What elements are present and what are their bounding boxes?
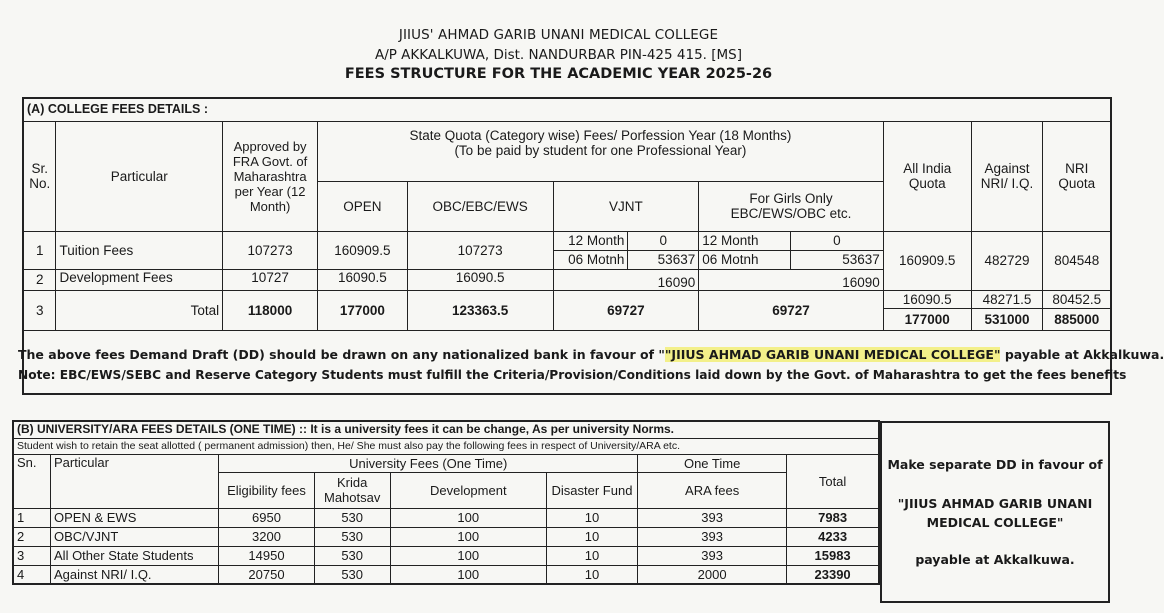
row3-open: 177000 xyxy=(318,290,408,330)
dd-favour-box xyxy=(880,421,1110,603)
row1-against-nri: 482729 xyxy=(971,231,1043,290)
state-quota-title: State Quota (Category wise) Fees/ Porfession Year (18 Months) xyxy=(409,127,792,143)
row1-open: 160909.5 xyxy=(318,231,408,269)
b-row2-sn: 2 xyxy=(13,527,51,546)
col-obc: OBC/EBC/EWS xyxy=(407,181,553,231)
row1-girls-b-label: 06 Motnh xyxy=(699,250,791,269)
sidebox-line4: payable at Akkalkuwa. xyxy=(915,552,1075,567)
col-against-nri: Against NRI/ I.Q. xyxy=(971,121,1043,231)
row2-vjnt: 16090 xyxy=(553,269,699,290)
col-open: OPEN xyxy=(318,181,408,231)
row1-approved: 107273 xyxy=(223,231,318,269)
row2-approved: 10727 xyxy=(223,269,318,290)
table-row xyxy=(13,546,879,565)
b-row4-total: 23390 xyxy=(787,565,879,584)
b-row2-krida: 530 xyxy=(314,527,390,546)
colb-one-time: One Time xyxy=(638,454,787,472)
criteria-note: Note: EBC/EWS/SEBC and Reserve Category Students must fulfill the Criteria/Provision/Conditions laid down by the Govt. of Maharashtra to get the fees benefits xyxy=(18,368,1127,382)
col-state-quota xyxy=(318,121,884,181)
b-row4-development: 100 xyxy=(390,565,546,584)
table-row xyxy=(13,565,879,584)
b-row3-sn: 3 xyxy=(13,546,51,565)
b-row3-development: 100 xyxy=(390,546,546,565)
colb-krida: Krida Mahotsav xyxy=(314,472,390,508)
b-row4-disaster: 10 xyxy=(546,565,637,584)
colb-eligibility: Eligibility fees xyxy=(219,472,314,508)
b-row1-sn: 1 xyxy=(13,508,51,527)
row3-obc: 123363.5 xyxy=(407,290,553,330)
row3-vjnt: 69727 xyxy=(553,290,699,330)
b-row3-ara: 393 xyxy=(638,546,787,565)
row1-vjnt-a-label: 12 Month xyxy=(553,231,628,250)
b-row4-sn: 4 xyxy=(13,565,51,584)
b-row1-total: 7983 xyxy=(787,508,879,527)
row2-open: 16090.5 xyxy=(318,269,408,290)
row1-all-india: 160909.5 xyxy=(883,231,971,290)
row1-vjnt-b-label: 06 Motnh xyxy=(553,250,628,269)
col-girls xyxy=(699,181,884,231)
row1-sr: 1 xyxy=(23,231,56,269)
sidebox-line3: MEDICAL COLLEGE" xyxy=(926,515,1064,530)
college-name: JIIUS' AHMAD GARIB UNANI MEDICAL COLLEGE xyxy=(398,27,719,43)
row1-girls-a-val: 0 xyxy=(791,231,884,250)
dd-note-pre: The above fees Demand Draft (DD) should be drawn on any nationalized bank in favour of " xyxy=(18,347,665,362)
girls-header-2: EBC/EWS/OBC etc. xyxy=(730,206,852,221)
b-row2-disaster: 10 xyxy=(546,527,637,546)
table-row xyxy=(13,508,879,527)
row1-particular: Tuition Fees xyxy=(56,231,223,269)
b-row1-particular: OPEN & EWS xyxy=(51,508,219,527)
b-row2-development: 100 xyxy=(390,527,546,546)
row3-approved: 118000 xyxy=(223,290,318,330)
b-row4-ara: 2000 xyxy=(638,565,787,584)
dd-note-post: payable at Akkalkuwa. xyxy=(1000,347,1164,362)
b-row2-total: 4233 xyxy=(787,527,879,546)
section-b-subtitle: Student wish to retain the seat allotted ( permanent admission) then, He/ She must also pay the following fees in respect of University/ARA etc. xyxy=(13,438,879,454)
row1-vjnt-b-val: 53637 xyxy=(628,250,699,269)
section-a-title: (A) COLLEGE FEES DETAILS : xyxy=(23,98,1111,121)
row1-girls-b-val: 53637 xyxy=(791,250,884,269)
table-row xyxy=(13,527,879,546)
b-row4-eligibility: 20750 xyxy=(219,565,314,584)
colb-sn: Sn. xyxy=(13,454,51,508)
row1-nri: 804548 xyxy=(1043,231,1111,290)
row2-all-india: 16090.5 xyxy=(883,290,971,308)
b-row1-krida: 530 xyxy=(314,508,390,527)
colb-development: Development xyxy=(390,472,546,508)
b-row3-total: 15983 xyxy=(787,546,879,565)
row1-obc: 107273 xyxy=(407,231,553,269)
sidebox-line2: "JIIUS AHMAD GARIB UNANI xyxy=(897,496,1093,511)
row3-particular: Total xyxy=(56,290,223,330)
b-row1-eligibility: 6950 xyxy=(219,508,314,527)
colb-univ: University Fees (One Time) xyxy=(219,454,638,472)
row2-obc: 16090.5 xyxy=(407,269,553,290)
university-fees-table xyxy=(12,420,880,585)
row2-girls: 16090 xyxy=(699,269,884,290)
b-row3-disaster: 10 xyxy=(546,546,637,565)
state-quota-subtitle: (To be paid by student for one Professional Year) xyxy=(454,142,747,158)
b-row1-disaster: 10 xyxy=(546,508,637,527)
row2-particular: Development Fees xyxy=(56,269,223,290)
b-row2-particular: OBC/VJNT xyxy=(51,527,219,546)
colb-total: Total xyxy=(787,454,879,508)
dd-note-college: "JIIUS AHMAD GARIB UNANI MEDICAL COLLEGE" xyxy=(664,347,1001,362)
row3-against-nri: 531000 xyxy=(971,308,1043,330)
dd-note xyxy=(18,347,1164,362)
row3-all-india: 177000 xyxy=(883,308,971,330)
b-row4-krida: 530 xyxy=(314,565,390,584)
girls-header-1: For Girls Only xyxy=(749,191,833,206)
sidebox-line1: Make separate DD in favour of xyxy=(887,457,1103,472)
col-vjnt: VJNT xyxy=(553,181,699,231)
colb-particular: Particular xyxy=(51,454,219,508)
b-row3-particular: All Other State Students xyxy=(51,546,219,565)
col-nri: NRI Quota xyxy=(1043,121,1111,231)
row3-girls: 69727 xyxy=(699,290,884,330)
b-row3-eligibility: 14950 xyxy=(219,546,314,565)
row2-against-nri: 48271.5 xyxy=(971,290,1043,308)
row3-nri: 885000 xyxy=(1043,308,1111,330)
col-srno: Sr. No. xyxy=(23,121,56,231)
b-row1-ara: 393 xyxy=(638,508,787,527)
b-row1-development: 100 xyxy=(390,508,546,527)
row1-girls-a-label: 12 Month xyxy=(699,231,791,250)
college-address: A/P AKKALKUWA, Dist. NANDURBAR PIN-425 415. [MS] xyxy=(374,47,743,63)
page-title: FEES STRUCTURE FOR THE ACADEMIC YEAR 2025-26 xyxy=(344,66,773,82)
row3-sr: 3 xyxy=(23,290,56,330)
b-row4-particular: Against NRI/ I.Q. xyxy=(51,565,219,584)
section-b-title: (B) UNIVERSITY/ARA FEES DETAILS (ONE TIME) :: It is a university fees it can be change, As per university Norms. xyxy=(13,421,879,438)
b-row2-ara: 393 xyxy=(638,527,787,546)
b-row2-eligibility: 3200 xyxy=(219,527,314,546)
row2-sr: 2 xyxy=(23,269,56,290)
col-particular: Particular xyxy=(56,121,223,231)
b-row3-krida: 530 xyxy=(314,546,390,565)
row1-vjnt-a-val: 0 xyxy=(628,231,699,250)
colb-ara: ARA fees xyxy=(638,472,787,508)
colb-disaster: Disaster Fund xyxy=(546,472,637,508)
row2-nri: 80452.5 xyxy=(1043,290,1111,308)
col-approved: Approved by FRA Govt. of Maharashtra per Year (12 Month) xyxy=(223,121,318,231)
col-all-india: All India Quota xyxy=(883,121,971,231)
